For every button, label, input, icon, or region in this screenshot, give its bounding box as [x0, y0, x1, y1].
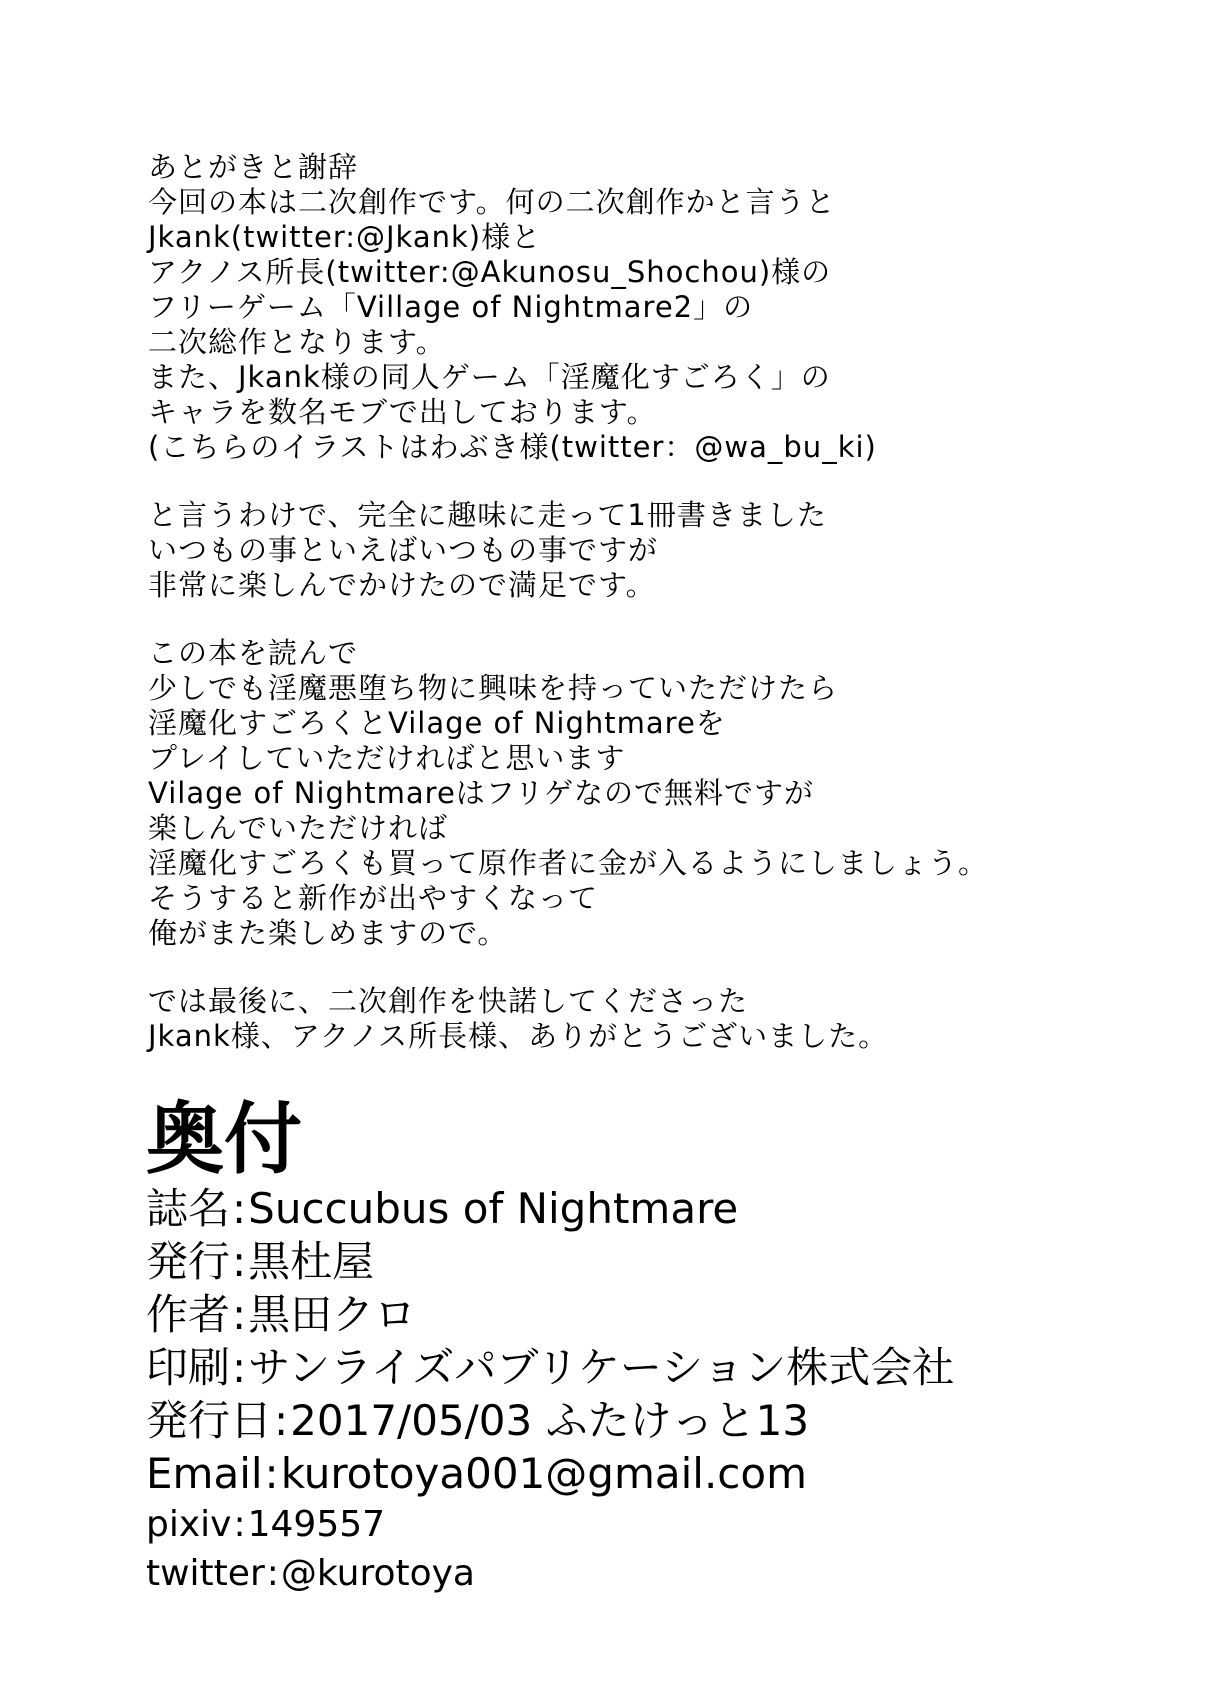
colophon-label: pixiv: [146, 1504, 232, 1545]
colophon-section: [146, 1095, 1186, 1598]
colophon-label: 発行: [146, 1237, 231, 1286]
colophon-value: 2017/05/03 ふたけっと13: [290, 1396, 810, 1445]
afterword-line: また、Jkank様の同人ゲーム「淫魔化すごろく」の: [148, 360, 831, 394]
colophon-separator: :: [232, 1237, 247, 1286]
paragraph-gap: [148, 603, 1158, 636]
afterword-line: 二次総作となります。: [148, 325, 446, 359]
colophon-separator: :: [266, 1553, 279, 1594]
colophon-row-date: [146, 1394, 1186, 1447]
afterword-line: Jkank様、アクノス所長様、ありがとうございました。: [148, 1019, 889, 1053]
colophon-label: twitter: [146, 1553, 265, 1594]
colophon-separator: :: [264, 1449, 279, 1498]
afterword-paragraph-1: [148, 150, 1158, 465]
afterword-line: と言うわけで、完全に趣味に走って1冊書きました: [148, 498, 827, 532]
paragraph-gap: [148, 465, 1158, 498]
colophon-separator: :: [232, 1290, 247, 1339]
afterword-line: 淫魔化すごろくも買って原作者に金が入るようにしましょう。: [148, 846, 989, 880]
afterword-line: Jkank(twitter:@Jkank)様と: [148, 220, 542, 254]
colophon-row-twitter: [146, 1549, 1186, 1598]
afterword-paragraph-3: [148, 636, 1158, 951]
colophon-value: 黒杜屋: [248, 1237, 375, 1286]
colophon-value: @kurotoya: [280, 1553, 475, 1594]
afterword-line: Vilage of Nightmareはフリゲなので無料ですが: [148, 776, 815, 810]
colophon-row-publisher: [146, 1235, 1186, 1288]
afterword-line: 俺がまた楽しめますので。: [148, 916, 508, 950]
colophon-value: kurotoya001@gmail.com: [280, 1449, 807, 1498]
colophon-label: 誌名: [146, 1184, 231, 1233]
colophon-row-author: [146, 1288, 1186, 1341]
afterword-paragraph-4: [148, 984, 1158, 1054]
colophon-separator: :: [233, 1504, 246, 1545]
colophon-value: 黒田クロ: [248, 1290, 417, 1339]
afterword-line: 非常に楽しんでかけたので満足です。: [148, 568, 656, 602]
afterword-paragraph-2: [148, 498, 1158, 603]
colophon-row-printer: [146, 1341, 1186, 1394]
colophon-separator: :: [232, 1184, 247, 1233]
afterword-line: この本を読んで: [148, 636, 359, 670]
colophon-label: 作者: [146, 1290, 231, 1339]
colophon-row-title: [146, 1182, 1186, 1235]
afterword-line: アクノス所長(twitter:@Akunosu_Shochou)様の: [148, 255, 832, 289]
colophon-label: 発行日: [146, 1396, 273, 1445]
colophon-row-email: [146, 1447, 1186, 1500]
colophon-row-pixiv: [146, 1500, 1186, 1549]
colophon-value: 149557: [247, 1504, 386, 1545]
afterword-line: (こちらのイラストはわぶき様(twitter：@wa_bu_ki): [148, 430, 877, 464]
afterword-line: では最後に、二次創作を快諾してくださった: [148, 984, 749, 1018]
afterword-line: フリーゲーム「Village of Nightmare2」の: [148, 290, 754, 324]
colophon-value: サンライズパブリケーション株式会社: [248, 1343, 955, 1392]
afterword-line: そうすると新作が出やすくなって: [148, 881, 599, 915]
afterword-line: 少しでも淫魔悪堕ち物に興味を持っていただけたら: [148, 671, 839, 705]
afterword-line: 楽しんでいただければ: [148, 811, 449, 845]
colophon-separator: :: [274, 1396, 289, 1445]
afterword-line: プレイしていただければと思います: [148, 741, 626, 775]
afterword-section: [148, 150, 1158, 1054]
afterword-line: キャラを数名モブで出しております。: [148, 395, 657, 429]
colophon-label: Email: [146, 1449, 263, 1498]
colophon-value: Succubus of Nightmare: [248, 1184, 739, 1233]
afterword-line: 今回の本は二次創作です。何の二次創作かと言うと: [148, 185, 836, 219]
paragraph-gap: [148, 951, 1158, 984]
colophon-separator: :: [232, 1343, 247, 1392]
colophon-title: 奥付: [146, 1095, 303, 1185]
afterword-line: 淫魔化すごろくとVilage of Nightmareを: [148, 706, 726, 740]
afterword-line: いつもの事といえばいつもの事ですが: [148, 533, 659, 567]
afterword-heading: あとがきと謝辞: [148, 150, 359, 184]
colophon-label: 印刷: [146, 1343, 231, 1392]
